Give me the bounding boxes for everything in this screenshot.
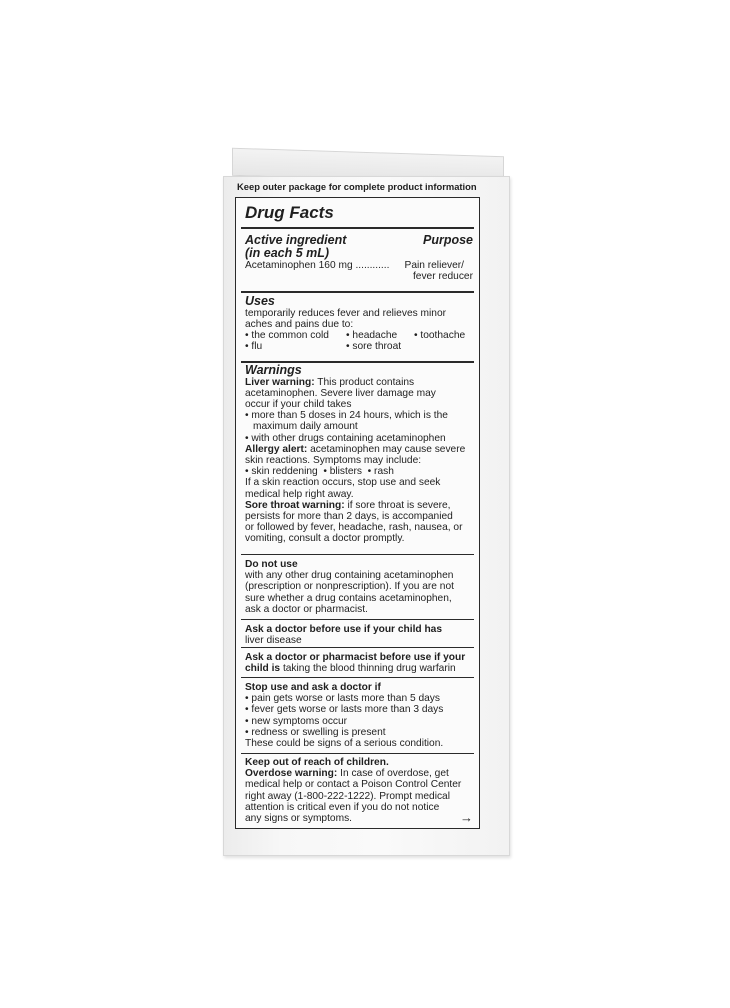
do-not-use-section [245, 559, 473, 615]
divider [241, 619, 474, 620]
stop-use-line: These could be signs of a serious condition. [245, 738, 444, 750]
overdose-warning-text: In case of overdose, get [337, 768, 449, 780]
keep-out-line: attention is critical even if you do not notice [245, 801, 440, 813]
ask-doctor-line: liver disease [245, 635, 302, 647]
warnings-line: vomiting, consult a doctor promptly. [245, 533, 405, 545]
stop-use-bullet: • redness or swelling is present [245, 726, 386, 738]
uses-bullet: • toothache [414, 329, 466, 341]
stop-use-bullet: • new symptoms occur [245, 715, 348, 727]
warnings-line: persists for more than 2 days, is accompanied [245, 510, 453, 522]
drug-facts-title: Drug Facts [245, 203, 334, 222]
active-ingredient-section [245, 234, 473, 282]
divider [241, 554, 474, 555]
warnings-line: maximum daily amount [253, 421, 358, 433]
keep-out-line: right away (1-800-222-1222). Prompt medical [245, 790, 450, 802]
drug-facts-header [245, 204, 473, 222]
keep-outer-package-note: Keep outer package for complete product information [237, 181, 477, 192]
active-ingredient-heading: Active ingredient [245, 233, 347, 247]
divider [241, 647, 474, 648]
warnings-line: medical help right away. [245, 488, 354, 500]
divider [241, 227, 474, 229]
warnings-line: acetaminophen. Severe liver damage may [245, 387, 436, 399]
do-not-use-line: (prescription or nonprescription). If you are not [245, 581, 454, 593]
sore-throat-warning-label: Sore throat warning: [245, 499, 345, 511]
ask-pharmacist-text: taking the blood thinning drug warfarin [280, 663, 456, 675]
uses-bullet: • the common cold [245, 329, 329, 341]
stop-use-section [245, 682, 473, 749]
warnings-line: skin reactions. Symptoms may include: [245, 454, 422, 466]
uses-bullet: • sore throat [346, 341, 402, 353]
allergy-alert-label: Allergy alert: [245, 443, 308, 455]
uses-line: aches and pains due to: [245, 318, 354, 330]
warnings-bullet: • with other drugs containing acetaminophen [245, 432, 446, 444]
do-not-use-line: sure whether a drug contains acetaminophen, [245, 592, 452, 604]
stop-use-bullet: • fever gets worse or lasts more than 3 days [245, 704, 444, 716]
ingredient-row [245, 260, 389, 271]
warnings-bullet: • more than 5 doses in 24 hours, which is the [245, 410, 448, 422]
ask-pharmacist-heading: Ask a doctor or pharmacist before use if your [245, 652, 466, 663]
warnings-line: or followed by fever, headache, rash, nausea, or [245, 522, 463, 534]
keep-out-heading: Keep out of reach of children. [245, 757, 389, 768]
uses-line: temporarily reduces fever and relieves minor [245, 307, 447, 319]
overdose-warning-label: Overdose warning: [245, 768, 338, 780]
ask-doctor-heading: Ask a doctor before use if your child has [245, 624, 443, 635]
divider [241, 291, 474, 293]
divider [241, 753, 474, 754]
ingredient-name: Acetaminophen 160 mg [245, 260, 353, 271]
uses-bullet: • flu [245, 341, 263, 353]
uses-bullet: • headache [346, 329, 398, 341]
stop-use-heading: Stop use and ask a doctor if [245, 682, 381, 693]
keep-out-line: medical help or contact a Poison Control Center [245, 779, 462, 791]
divider [241, 677, 474, 678]
warnings-heading: Warnings [245, 363, 302, 377]
do-not-use-line: ask a doctor or pharmacist. [245, 603, 368, 615]
warnings-section [245, 364, 473, 545]
sore-throat-warning-text: if sore throat is severe, [344, 499, 451, 511]
active-ingredient-subheading: (in each 5 mL) [245, 245, 330, 260]
ingredient-leader: ............ [355, 260, 390, 271]
warnings-line: If a skin reaction occurs, stop use and seek [245, 477, 441, 489]
purpose-line-2: fever reducer [412, 271, 473, 283]
purpose-heading: Purpose [422, 233, 473, 247]
uses-heading: Uses [245, 294, 275, 308]
allergy-alert-text: acetaminophen may cause severe [307, 443, 466, 455]
do-not-use-heading: Do not use [245, 559, 298, 570]
liver-warning-label: Liver warning: [245, 376, 315, 388]
allergy-bullets: • skin reddening • blisters • rash [245, 466, 394, 478]
drug-facts-panel [235, 197, 480, 829]
ask-pharmacist-section [245, 652, 473, 674]
purpose-line-1: Pain reliever/ [404, 260, 464, 271]
stop-use-bullet: • pain gets worse or lasts more than 5 days [245, 693, 440, 705]
warnings-line: occur if your child takes [245, 398, 352, 410]
liver-warning-text: This product contains [314, 376, 415, 388]
ask-pharmacist-heading-end: child is [245, 663, 281, 675]
keep-out-line: any signs or symptoms. [245, 813, 353, 825]
uses-section [245, 295, 473, 352]
continue-arrow-icon: → [460, 810, 473, 825]
keep-out-section [245, 757, 473, 824]
do-not-use-line: with any other drug containing acetaminophen [245, 570, 454, 582]
ask-doctor-section [245, 624, 473, 646]
